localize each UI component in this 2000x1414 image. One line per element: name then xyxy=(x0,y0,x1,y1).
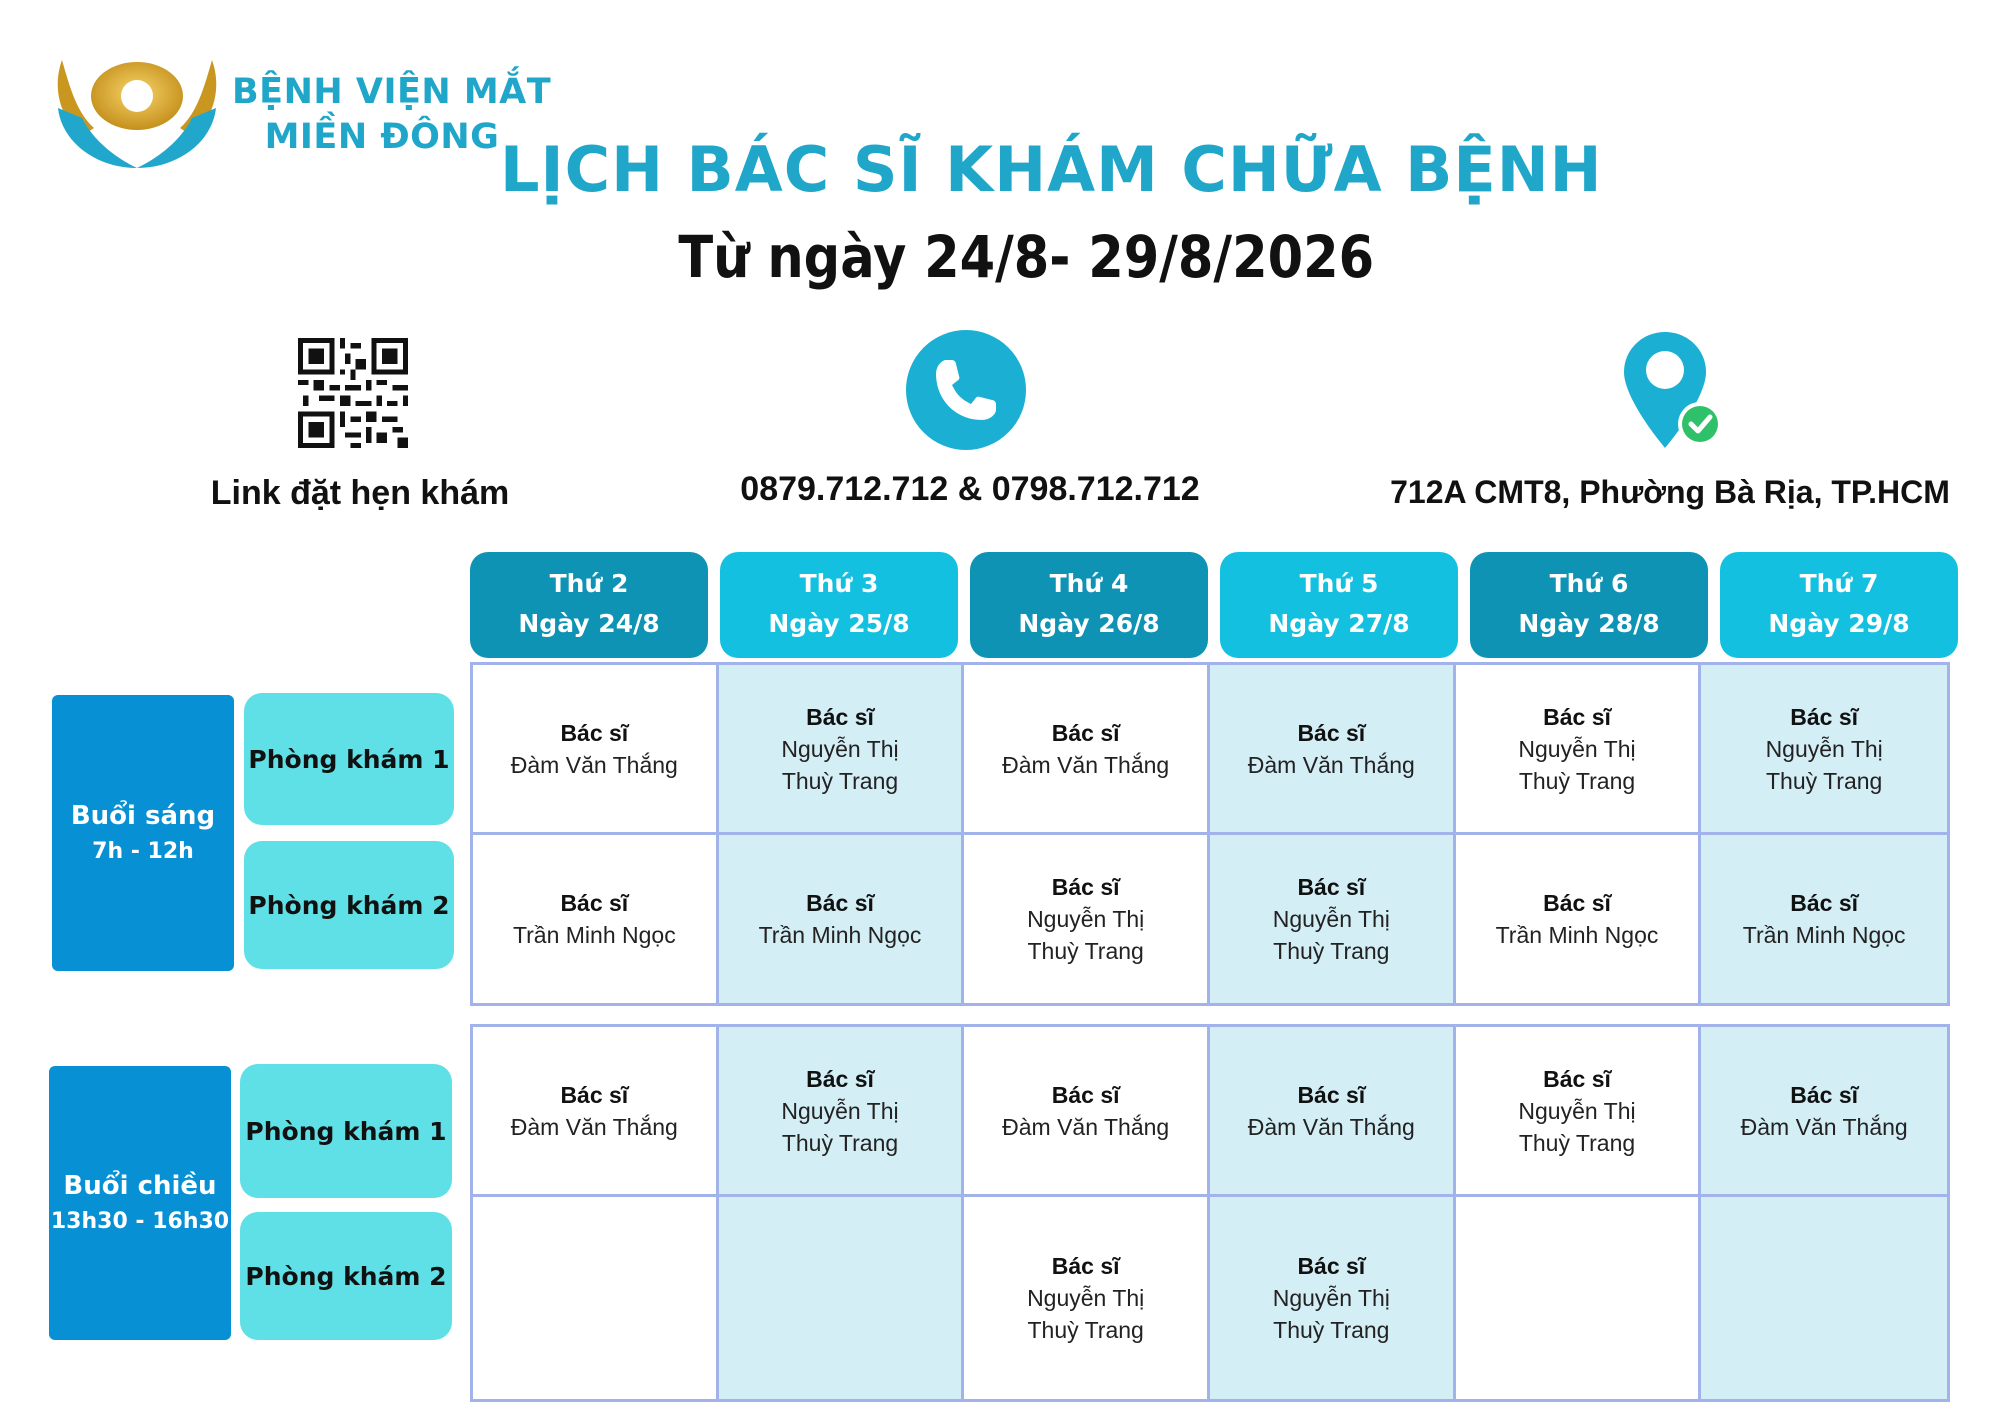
doctor-role: Bác sĩ xyxy=(1297,874,1366,900)
session-time: 13h30 - 16h30 xyxy=(50,1209,230,1234)
weekday-label: Thứ 7 xyxy=(1799,569,1879,598)
doctor-name: Trần Minh Ngọc xyxy=(1495,922,1659,948)
doctor-name: Đàm Văn Thắng xyxy=(1247,751,1415,778)
date-label: Ngày 29/8 xyxy=(1768,609,1910,638)
weekday-label: Thứ 6 xyxy=(1549,569,1629,598)
weekday-label: Thứ 4 xyxy=(1049,569,1129,598)
doctor-role: Bác sĩ xyxy=(1051,1253,1120,1279)
date-label: Ngày 28/8 xyxy=(1518,609,1660,638)
schedule-cell xyxy=(1456,665,1702,835)
schedule-grid-afternoon xyxy=(470,1024,1950,1402)
doctor-role: Bác sĩ xyxy=(560,1081,629,1108)
doctor-name: Nguyễn Thị Thuỳ Trang xyxy=(781,1097,899,1156)
booking-link-label[interactable]: Link đặt hẹn khám xyxy=(210,474,510,512)
phone-icon xyxy=(906,330,1026,450)
doctor-name: Đàm Văn Thắng xyxy=(510,1113,678,1140)
schedule-cell xyxy=(1701,665,1947,835)
session-morning xyxy=(52,695,234,971)
schedule-cell xyxy=(964,835,1210,1003)
doctor-role: Bác sĩ xyxy=(560,719,629,746)
session-name: Buổi chiều xyxy=(63,1171,217,1201)
doctor-role: Bác sĩ xyxy=(1051,1081,1120,1108)
doctor-name: Nguyễn Thị Thuỳ Trang xyxy=(781,735,899,794)
day-header-fri xyxy=(1470,552,1708,658)
session-time: 7h - 12h xyxy=(92,839,194,864)
doctor-role: Bác sĩ xyxy=(1051,874,1120,900)
schedule-cell xyxy=(473,1197,719,1399)
hospital-name-line2: MIỀN ĐÔNG xyxy=(264,117,500,157)
schedule-cell xyxy=(964,1197,1210,1399)
doctor-role: Bác sĩ xyxy=(806,703,874,730)
schedule-cell xyxy=(1456,835,1702,1003)
date-label: Ngày 27/8 xyxy=(1268,609,1410,638)
schedule-cell xyxy=(1210,1197,1456,1399)
qr-code-icon[interactable] xyxy=(298,338,408,448)
doctor-role: Bác sĩ xyxy=(1543,890,1611,916)
doctor-role: Bác sĩ xyxy=(1790,703,1859,730)
doctor-name: Trần Minh Ngọc xyxy=(512,922,676,948)
room-label-afternoon-1: Phòng khám 1 xyxy=(240,1064,452,1198)
schedule-cell xyxy=(964,1027,1210,1197)
day-header-thu xyxy=(1220,552,1458,658)
doctor-role: Bác sĩ xyxy=(1790,890,1859,916)
schedule-cell xyxy=(964,665,1210,835)
doctor-name: Đàm Văn Thắng xyxy=(1740,1113,1908,1140)
hospital-name xyxy=(232,70,552,160)
doctor-name: Trần Minh Ngọc xyxy=(1742,922,1906,948)
doctor-name: Trần Minh Ngọc xyxy=(758,922,922,948)
doctor-role: Bác sĩ xyxy=(1297,1081,1366,1108)
doctor-role: Bác sĩ xyxy=(1543,1065,1611,1092)
doctor-name: Đàm Văn Thắng xyxy=(1002,751,1170,778)
schedule-cell xyxy=(473,835,719,1003)
day-header-sat xyxy=(1720,552,1958,658)
doctor-role: Bác sĩ xyxy=(806,890,874,916)
schedule-cell xyxy=(1210,835,1456,1003)
hospital-name-line1: BỆNH VIỆN MẮT xyxy=(232,72,552,112)
schedule-cell xyxy=(719,1197,965,1399)
schedule-cell xyxy=(1701,835,1947,1003)
date-label: Ngày 24/8 xyxy=(518,609,660,638)
schedule-cell xyxy=(719,665,965,835)
date-label: Ngày 26/8 xyxy=(1018,609,1160,638)
date-label: Ngày 25/8 xyxy=(768,609,910,638)
doctor-name: Nguyễn Thị Thuỳ Trang xyxy=(1518,1097,1636,1156)
doctor-role: Bác sĩ xyxy=(1051,719,1120,746)
session-afternoon xyxy=(49,1066,231,1340)
phone-number[interactable]: 0879.712.712 & 0798.712.712 xyxy=(740,470,1200,508)
weekday-label: Thứ 3 xyxy=(799,569,879,598)
doctor-role: Bác sĩ xyxy=(1297,719,1366,746)
check-icon xyxy=(1682,406,1718,442)
date-range: Từ ngày 24/8- 29/8/2026 xyxy=(678,223,1375,291)
doctor-name: Nguyễn Thị Thuỳ Trang xyxy=(1027,1285,1145,1343)
doctor-name: Đàm Văn Thắng xyxy=(1247,1113,1415,1140)
hospital-logo-icon xyxy=(52,48,222,173)
hospital-address: 712A CMT8, Phường Bà Rịa, TP.HCM xyxy=(1390,474,1950,510)
doctor-name: Đàm Văn Thắng xyxy=(510,751,678,778)
schedule-cell xyxy=(719,1027,965,1197)
session-name: Buổi sáng xyxy=(70,801,216,831)
schedule-cell xyxy=(1210,665,1456,835)
doctor-name: Nguyễn Thị Thuỳ Trang xyxy=(1272,1285,1390,1343)
schedule-cell xyxy=(1701,1027,1947,1197)
room-label-afternoon-2: Phòng khám 2 xyxy=(240,1212,452,1340)
day-header-wed xyxy=(970,552,1208,658)
day-header-tue xyxy=(720,552,958,658)
schedule-cell xyxy=(1210,1027,1456,1197)
schedule-cell xyxy=(473,665,719,835)
doctor-name: Nguyễn Thị Thuỳ Trang xyxy=(1765,735,1883,794)
doctor-role: Bác sĩ xyxy=(1297,1253,1366,1279)
room-label-morning-2: Phòng khám 2 xyxy=(244,841,454,969)
doctor-role: Bác sĩ xyxy=(560,890,629,916)
doctor-role: Bác sĩ xyxy=(806,1065,874,1092)
schedule-cell xyxy=(719,835,965,1003)
schedule-grid-morning xyxy=(470,662,1950,1006)
doctor-role: Bác sĩ xyxy=(1790,1081,1859,1108)
doctor-role: Bác sĩ xyxy=(1543,703,1611,730)
weekday-label: Thứ 5 xyxy=(1299,569,1379,598)
schedule-cell xyxy=(473,1027,719,1197)
room-label-morning-1: Phòng khám 1 xyxy=(244,693,454,825)
doctor-name: Đàm Văn Thắng xyxy=(1002,1113,1170,1140)
weekday-label: Thứ 2 xyxy=(549,569,629,598)
day-header-mon xyxy=(470,552,708,658)
doctor-name: Nguyễn Thị Thuỳ Trang xyxy=(1518,735,1636,794)
doctor-name: Nguyễn Thị Thuỳ Trang xyxy=(1272,906,1390,964)
schedule-cell xyxy=(1701,1197,1947,1399)
schedule-cell xyxy=(1456,1197,1702,1399)
doctor-name: Nguyễn Thị Thuỳ Trang xyxy=(1027,906,1145,964)
location-pin-icon xyxy=(1620,328,1730,454)
schedule-cell xyxy=(1456,1027,1702,1197)
page-title: LỊCH BÁC SĨ KHÁM CHỮA BỆNH xyxy=(500,133,1603,206)
